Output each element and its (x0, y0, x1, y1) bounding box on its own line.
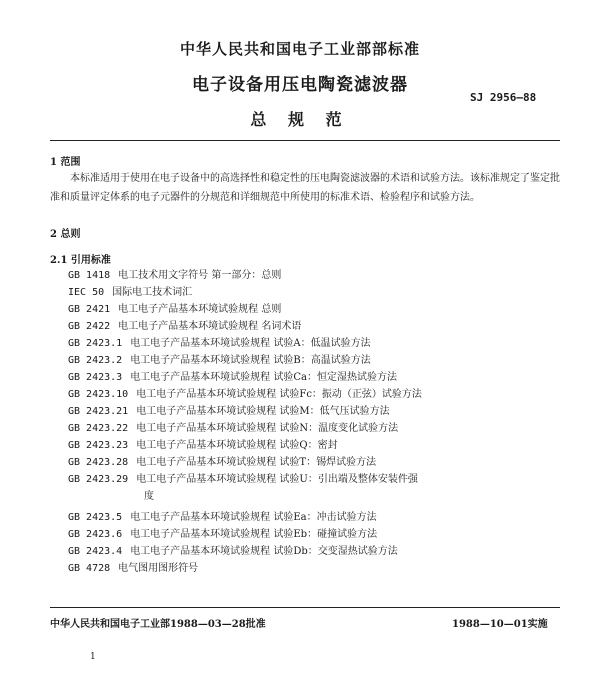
reference-item: GB 2423.6 电工电子产品基本环境试验规程 试验Eb：碰撞试验方法 (68, 529, 378, 540)
document-subtitle: 总 规 范 (250, 110, 350, 129)
header-divider (50, 140, 560, 141)
approval-date: 中华人民共和国电子工业部1988—03—28批准 (50, 619, 266, 630)
reference-item: GB 1418 电工技术用文字符号 第一部分：总则 (68, 270, 282, 281)
section-2-1-title: 2.1 引用标准 (50, 255, 111, 266)
implementation-date: 1988—10—01实施 (452, 619, 548, 630)
reference-item: GB 2423.28 电工电子产品基本环境试验规程 试验T：锡焊试验方法 (68, 457, 377, 468)
reference-item: GB 2423.4 电工电子产品基本环境试验规程 试验Db：交变湿热试验方法 (68, 546, 398, 557)
reference-item: GB 2423.10 电工电子产品基本环境试验规程 试验Fc：振动（正弦）试验方法 (68, 389, 422, 400)
org-title: 中华人民共和国电子工业部部标准 (179, 40, 420, 58)
reference-item: GB 2421 电工电子产品基本环境试验规程 总则 (68, 304, 282, 315)
document-title: 电子设备用压电陶瓷滤波器 (192, 75, 408, 95)
reference-item: GB 2423.1 电工电子产品基本环境试验规程 试验A：低温试验方法 (68, 338, 371, 349)
reference-item: GB 2422 电工电子产品基本环境试验规程 名词术语 (68, 321, 302, 332)
reference-item: GB 2423.29 电工电子产品基本环境试验规程 试验U：引出端及整体安装件强 (68, 474, 418, 485)
reference-item: GB 2423.2 电工电子产品基本环境试验规程 试验B：高温试验方法 (68, 355, 371, 366)
reference-item: IEC 50 国际电工技术词汇 (68, 287, 193, 298)
page-number: 1 (90, 652, 96, 662)
standard-number: SJ 2956—88 (470, 91, 537, 104)
section-1-text: 本标准适用于使用在电子设备中的高选择性和稳定性的压电陶瓷滤波器的术语和试验方法。该标准规定了鉴定批准和质量评定体系的电子元器件的分规范和详细规范中所使用的标准术语、检验程序和试验方法。 (50, 173, 560, 203)
section-1-title: 1 范围 (50, 157, 81, 168)
reference-item: GB 4728 电气图用图形符号 (68, 563, 199, 574)
footer-divider (50, 607, 560, 608)
section-2-title: 2 总则 (50, 229, 81, 240)
reference-item: GB 2423.23 电工电子产品基本环境试验规程 试验Q：密封 (68, 440, 338, 451)
reference-item: GB 2423.22 电工电子产品基本环境试验规程 试验N：温度变化试验方法 (68, 423, 399, 434)
reference-item: GB 2423.21 电工电子产品基本环境试验规程 试验M：低气压试验方法 (68, 406, 390, 417)
reference-item: GB 2423.5 电工电子产品基本环境试验规程 试验Ea：冲击试验方法 (68, 512, 377, 523)
reference-item-continuation: 度 (144, 491, 154, 502)
reference-item: GB 2423.3 电工电子产品基本环境试验规程 试验Ca：恒定湿热试验方法 (68, 372, 397, 383)
